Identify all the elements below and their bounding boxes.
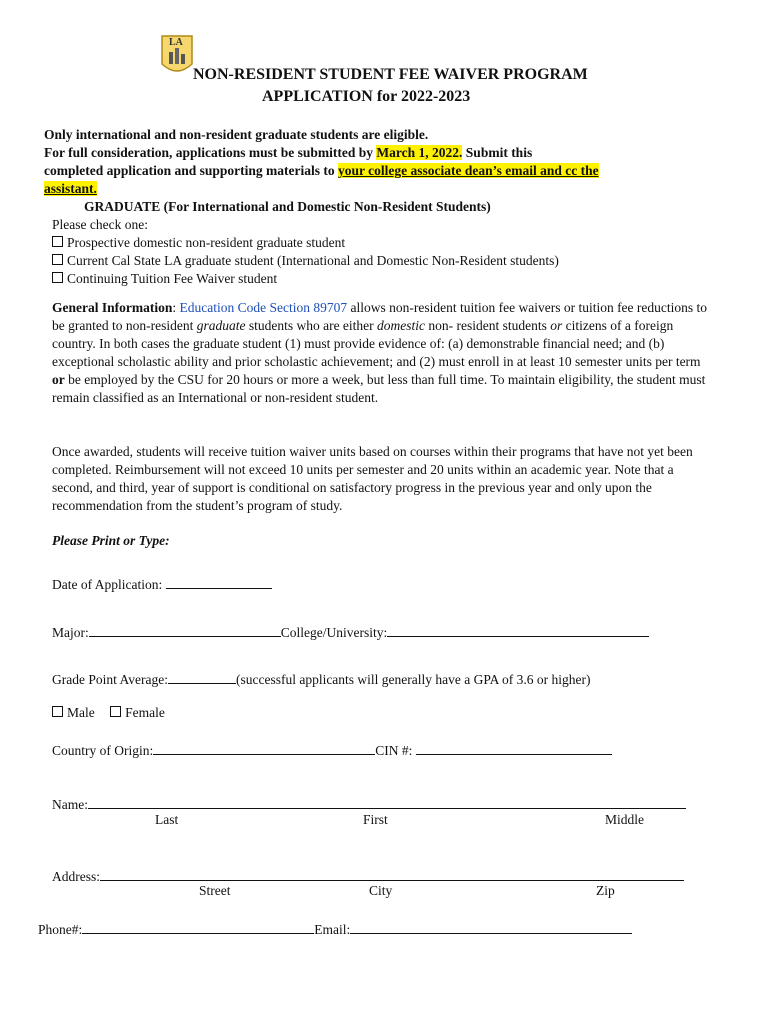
name-middle-caption: Middle — [605, 812, 644, 827]
name-first-caption: First — [363, 812, 388, 827]
gpa-label: Grade Point Average: — [52, 672, 168, 687]
eligibility-line4 — [44, 181, 97, 197]
eligibility-text: For full consideration, applications must be submitted by — [44, 145, 377, 160]
eligibility-line2 — [44, 145, 532, 161]
deadline-date: March 1, 2022. — [376, 145, 463, 160]
country-label: Country of Origin: — [52, 743, 154, 758]
female-label: Female — [125, 705, 165, 720]
country-field[interactable] — [153, 740, 375, 755]
cin-field[interactable] — [416, 740, 612, 755]
submit-to: your college associate dean’s email and cc the — [338, 163, 599, 178]
checkbox[interactable] — [52, 272, 63, 283]
text: or — [52, 372, 65, 387]
eligibility-text: completed application and supporting materials to — [44, 163, 339, 178]
option-prospective[interactable] — [52, 235, 345, 251]
address-field[interactable] — [100, 866, 684, 881]
name-last-caption: Last — [155, 812, 179, 827]
text: be employed by the CSU for 20 hours or more a week, but less than full time. To maintain eligibility, the student must remain classified as an International or non-resident student. — [52, 372, 706, 405]
major-field[interactable] — [89, 622, 281, 637]
male-label: Male — [67, 705, 95, 720]
phone-label: Phone#: — [38, 922, 83, 937]
email-label: Email: — [314, 922, 351, 937]
option-label: Continuing Tuition Fee Waiver student — [67, 271, 278, 286]
text: allows non-resident tuition fee waivers or tuition fee reductions to be granted to non-resident — [52, 300, 708, 333]
date-row — [52, 574, 272, 593]
address-zip-caption: Zip — [596, 883, 615, 898]
cin-label: CIN #: — [375, 743, 416, 758]
checkbox[interactable] — [52, 236, 63, 247]
text: students who are either — [245, 318, 378, 333]
major-row — [52, 622, 649, 641]
text: citizens of a foreign country. In both cases the graduate student (1) must provide evidence of: (a) demonstrable financial need; and (b) exceptional scholastic ability and prior scholastic achievement; and (2) must enroll in at least 10 semester units per term — [52, 318, 701, 369]
country-row — [52, 740, 612, 759]
name-field[interactable] — [88, 794, 686, 809]
option-label: Current Cal State LA graduate student (International and Domestic Non-Resident students) — [67, 253, 559, 268]
eligibility-line3 — [44, 163, 599, 179]
education-code-link[interactable]: Education Code Section 89707 — [179, 300, 348, 315]
check-prompt: Please check one: — [52, 217, 148, 232]
option-continuing[interactable] — [52, 271, 277, 287]
contact-row — [38, 919, 632, 938]
page-subtitle: APPLICATION for 2022-2023 — [262, 88, 471, 105]
text: domestic — [377, 318, 426, 333]
email-field[interactable] — [350, 919, 632, 934]
text: non- resident students — [425, 318, 551, 333]
checkbox[interactable] — [52, 254, 63, 265]
page-title: NON-RESIDENT STUDENT FEE WAIVER PROGRAM — [193, 66, 588, 83]
address-label: Address: — [52, 869, 100, 884]
general-info-label: General Information — [52, 300, 173, 315]
address-row — [52, 866, 684, 885]
gender-row — [52, 705, 165, 721]
gpa-field[interactable] — [168, 669, 236, 684]
university-logo — [160, 34, 194, 78]
date-field[interactable] — [166, 574, 272, 589]
print-instruction: Please Print or Type: — [52, 533, 170, 548]
submit-to-cont: assistant. — [44, 181, 97, 196]
phone-field[interactable] — [82, 919, 314, 934]
eligibility-text: Submit this — [462, 145, 533, 160]
option-current[interactable] — [52, 253, 559, 269]
option-label: Prospective domestic non-resident graduate student — [67, 235, 346, 250]
college-label: College/University: — [280, 625, 388, 640]
awarded-paragraph: Once awarded, students will receive tuition waiver units based on courses within their programs that have not yet been completed. Reimbursement will not exceed 10 units per semester and 20 units within an academic year. Note that a second, and third, year of support is conditional on satisfactory progress in the previous year and only upon the recommendation from the student’s program of study. — [52, 444, 693, 513]
gpa-note: (successful applicants will generally have a GPA of 3.6 or higher) — [235, 672, 591, 687]
text: : — [172, 300, 180, 315]
graduate-heading: GRADUATE (For International and Domestic Non-Resident Students) — [84, 199, 491, 214]
logo-text: LA — [169, 37, 183, 48]
major-label: Major: — [52, 625, 89, 640]
address-city-caption: City — [369, 883, 393, 898]
date-label: Date of Application: — [52, 577, 166, 592]
female-checkbox[interactable] — [110, 706, 121, 717]
name-row — [52, 794, 686, 813]
college-field[interactable] — [387, 622, 649, 637]
gpa-row — [52, 669, 591, 688]
text: graduate — [196, 318, 246, 333]
text: or — [550, 318, 563, 333]
general-info-paragraph — [52, 299, 712, 407]
address-street-caption: Street — [199, 883, 231, 898]
name-label: Name: — [52, 797, 88, 812]
eligibility-line1: Only international and non-resident graduate students are eligible. — [44, 127, 429, 142]
male-checkbox[interactable] — [52, 706, 63, 717]
